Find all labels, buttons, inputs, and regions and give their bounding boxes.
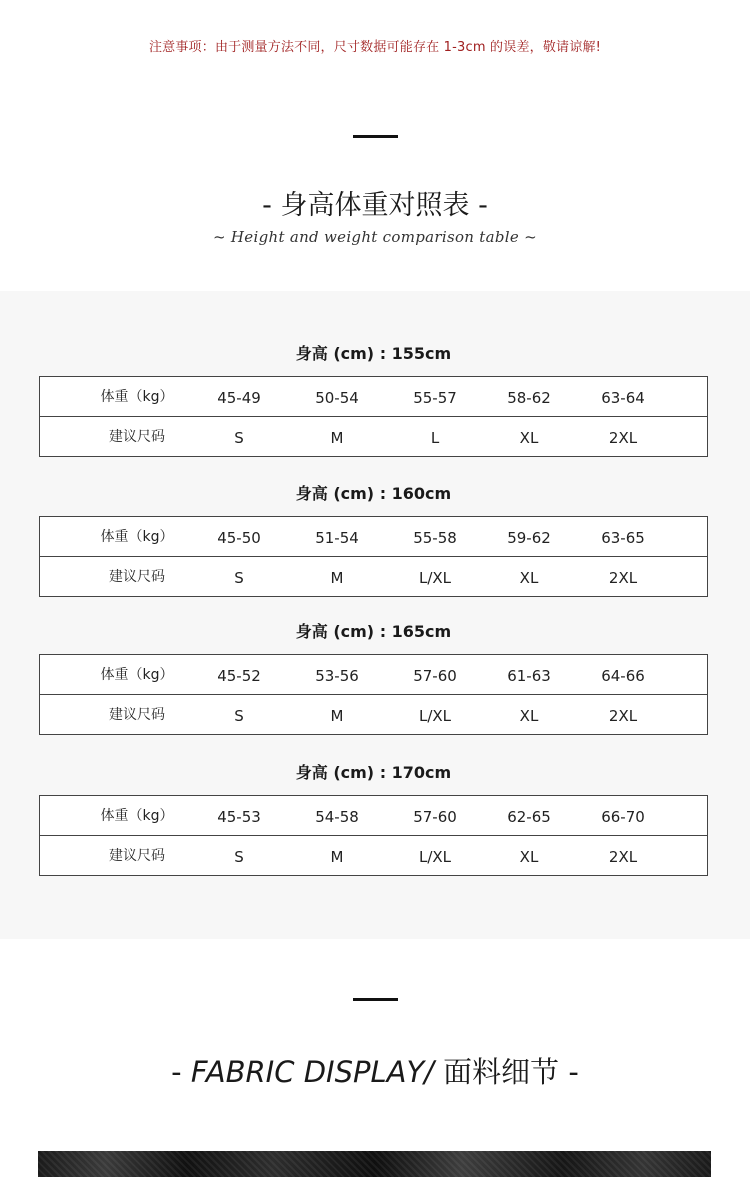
size-cell: XL — [519, 848, 539, 866]
size-table — [39, 654, 708, 735]
weight-cell: 54-58 — [315, 808, 359, 826]
size-label: 建议尺码 — [109, 848, 165, 864]
weight-cell: 45-52 — [217, 667, 261, 685]
size-chart-area — [0, 291, 750, 939]
weight-cell: 45-53 — [217, 808, 261, 826]
weight-label: 体重（kg） — [100, 529, 174, 545]
weight-cell: 66-70 — [601, 808, 645, 826]
size-label: 建议尺码 — [109, 429, 165, 445]
size-row — [40, 836, 707, 875]
weight-label: 体重（kg） — [100, 808, 174, 824]
weight-cell: 63-64 — [601, 389, 645, 407]
height-heading: 身高 (cm) : 155cm — [295, 344, 452, 363]
weight-cell: 61-63 — [507, 667, 551, 685]
weight-cell: 51-54 — [315, 529, 359, 547]
divider-bar — [353, 135, 398, 138]
height-heading: 身高 (cm) : 165cm — [295, 622, 452, 641]
comparison-title: - 身高体重对照表 - — [262, 190, 488, 221]
weight-row — [40, 796, 707, 836]
size-label: 建议尺码 — [109, 569, 165, 585]
size-cell: 2XL — [608, 707, 638, 725]
size-cell: S — [234, 707, 244, 725]
weight-row — [40, 655, 707, 695]
notice-text: 注意事项：由于测量方法不同，尺寸数据可能存在 1-3cm 的误差，敬请谅解! — [148, 40, 602, 55]
fabric-title-cn: 面料细节 - — [433, 1055, 579, 1089]
weight-cell: 57-60 — [413, 667, 457, 685]
weight-cell: 45-50 — [217, 529, 261, 547]
height-heading: 身高 (cm) : 160cm — [295, 484, 452, 503]
weight-label: 体重（kg） — [100, 389, 174, 405]
weight-cell: 63-65 — [601, 529, 645, 547]
size-table — [39, 516, 708, 597]
weight-cell: 55-58 — [413, 529, 457, 547]
weight-cell: 50-54 — [315, 389, 359, 407]
size-cell: M — [330, 569, 344, 587]
fabric-display-title — [0, 1050, 750, 1091]
size-cell: M — [330, 848, 344, 866]
size-cell: S — [234, 848, 244, 866]
size-table — [39, 376, 708, 457]
weight-row — [40, 377, 707, 417]
fabric-title-prefix: - — [171, 1055, 191, 1089]
size-cell: 2XL — [608, 848, 638, 866]
weight-cell: 45-49 — [217, 389, 261, 407]
size-cell: S — [234, 429, 244, 447]
weight-cell: 62-65 — [507, 808, 551, 826]
fabric-photo — [38, 1151, 711, 1177]
size-label: 建议尺码 — [109, 707, 165, 723]
weight-cell: 57-60 — [413, 808, 457, 826]
size-cell: XL — [519, 429, 539, 447]
weight-label: 体重（kg） — [100, 667, 174, 683]
weight-row — [40, 517, 707, 557]
size-cell: L/XL — [418, 707, 452, 725]
size-cell: L — [430, 429, 440, 447]
size-row — [40, 417, 707, 456]
weight-cell: 59-62 — [507, 529, 551, 547]
weight-cell: 53-56 — [315, 667, 359, 685]
size-row — [40, 557, 707, 596]
size-cell: S — [234, 569, 244, 587]
height-heading: 身高 (cm) : 170cm — [295, 763, 452, 782]
weight-cell: 55-57 — [413, 389, 457, 407]
comparison-subtitle: ~ Height and weight comparison table ~ — [212, 228, 537, 246]
size-cell: XL — [519, 707, 539, 725]
weight-cell: 64-66 — [601, 667, 645, 685]
size-cell: 2XL — [608, 569, 638, 587]
size-cell: XL — [519, 569, 539, 587]
size-cell: M — [330, 707, 344, 725]
fabric-title-en: FABRIC DISPLAY/ — [190, 1055, 434, 1089]
size-cell: 2XL — [608, 429, 638, 447]
weight-cell: 58-62 — [507, 389, 551, 407]
size-cell: M — [330, 429, 344, 447]
size-row — [40, 695, 707, 734]
divider-bar — [353, 998, 398, 1001]
size-cell: L/XL — [418, 848, 452, 866]
size-table — [39, 795, 708, 876]
size-cell: L/XL — [418, 569, 452, 587]
